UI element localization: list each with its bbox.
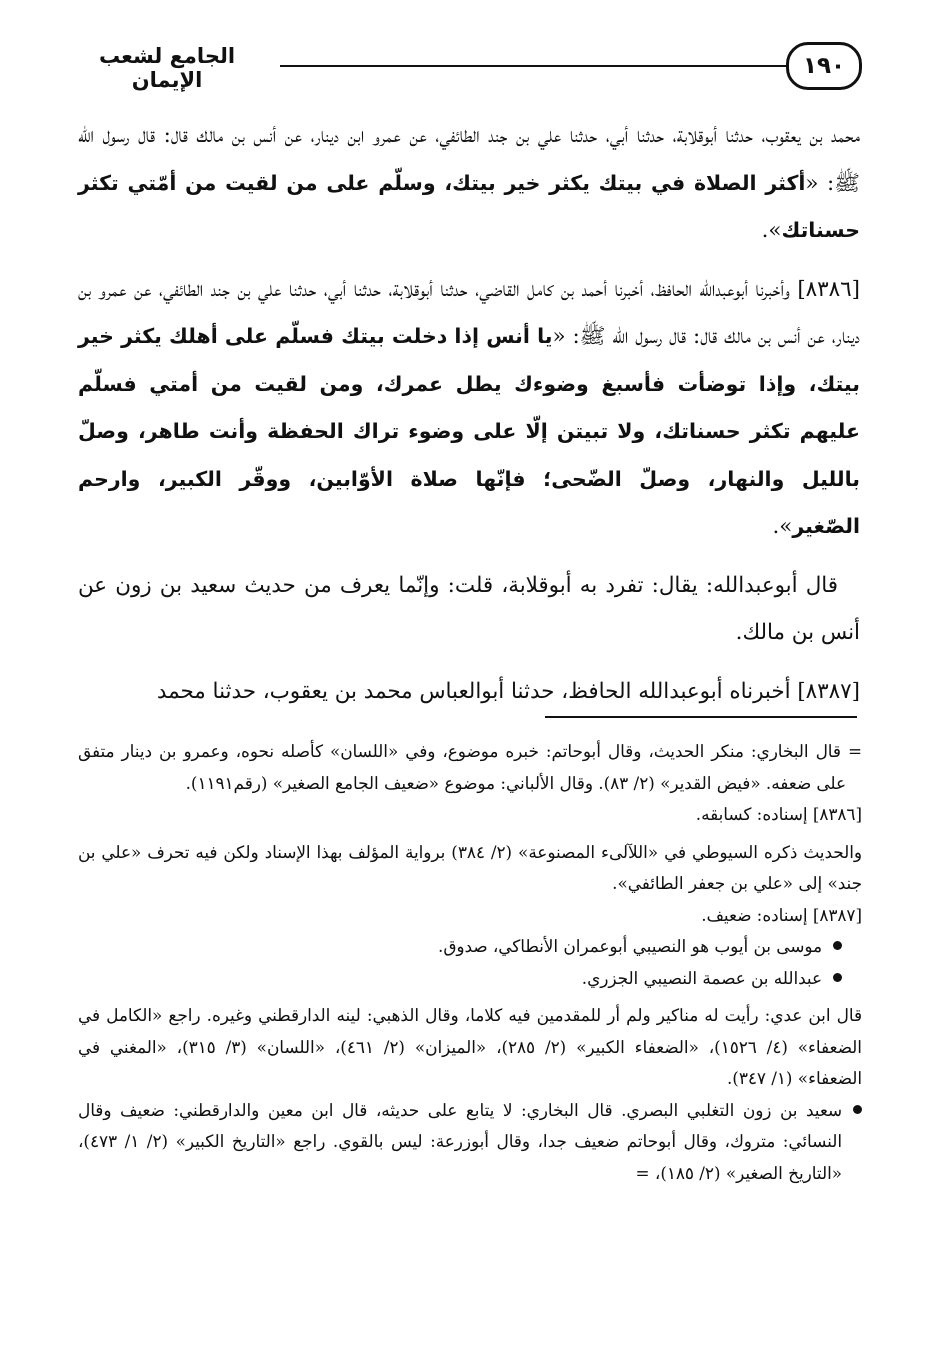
paragraph-1-text-a: محمد بن يعقوب، حدثنا أبوقلابة، حدثنا أبي، حدثنا علي بن جند الطائفي، عن عمرو ابن دينار، عن أنس بن مالك قال: قال رسول الله ﷺ: « [78,123,860,196]
footnote-bullet-2 [78,963,842,995]
footnote-3: والحديث ذكره السيوطي في «اللآلىء المصنوعة» (٢/ ٣٨٤) برواية المؤلف بهذا الإسناد ولكن فيه تحرف «علي بن جند» إلى «علي بن جعفر الطائفي». [78,841,862,893]
paragraph-2-text-a: [٨٣٨٦] وأخبرنا أبوعبدالله الحافظ، أخبرنا أحمد بن كامل القاضي، حدثنا أبوقلابة، حدثنا أبي، حدثنا علي بن جند الطائفي، عن عمرو بن دينار، عن أنس بن مالك قال: قال رسول الله ﷺ: « [78,276,860,349]
footnote-bullet-1-text: موسى بن أيوب هو النصيبي أبوعمران الأنطاكي، صدوق. [438,936,822,956]
footnote-bullet-2-text: عبدالله بن عصمة النصيبي الجزري. [581,967,822,988]
footnote-1: = قال البخاري: منكر الحديث، وقال أبوحاتم: خبره موضوع، وفي «اللسان» كأصله نحوه، وعمرو بن دينار متفق على ضعفه. «فيض القدير» (٢/ ٨٣). وقال الألباني: موضوع «ضعيف الجامع الصغير» (رقم١١٩١). [78,741,862,793]
footnote-5: قال ابن عدي: رأيت له مناكير ولم أر للمقدمين فيه كلاما، وقال الذهبي: لينه الدارقطني وغيره. راجع «الكامل في الضعفاء» (٤/ ١٥٢٦)، «الضعفاء الكبير» (٢/ ٢٨٥)، «الميزان» (٢/ ٤٦١)، «اللسان» (٣/ ٣١٥)، «المغني في الضعفاء» (١/ ٣٤٧). [78,1005,862,1088]
bullet-icon [833,973,842,982]
bullet-icon [833,941,842,950]
footnote-rule [545,716,857,718]
paragraph-2 [78,266,860,551]
footnote-bullet-1 [78,931,842,963]
paragraph-1-text-b: ». [761,218,782,243]
footnote-2: [٨٣٨٦] إسناده: كسابقه. [695,804,862,824]
paragraph-1 [78,112,860,255]
paragraph-3: قال أبوعبدالله: يقال: تفرد به أبوقلابة، قلت: وإنّما يعرف من حديث سعيد بن زون عن أنس بن مالك. [78,572,860,645]
paragraph-2-text-b: ». [772,514,793,539]
footnotes [78,736,862,1189]
running-title: الجامع لشعب الإيمان [98,44,236,92]
header-rule [280,65,786,67]
page-number: ١٩٠ [786,42,862,90]
footnote-bullet-3 [78,1095,862,1190]
paragraph-4: [٨٣٨٧] أخبرناه أبوعبدالله الحافظ، حدثنا أبوالعباس محمد بن يعقوب، حدثنا محمد [156,678,860,704]
main-text [78,112,860,715]
hadith-text-1: أكثر الصلاة في بيتك يكثر خير بيتك، وسلّم على من لقيت من أمّتي تكثر حسناتك [78,170,860,242]
footnote-bullet-3-text: سعيد بن زون التغلبي البصري. قال البخاري: لا يتابع على حديثه، قال ابن معين والدارقطني: ضعيف وقال النسائي: متروك، وقال أبوحاتم ضعيف جدا، وقال أبوزرعة: ليس بالقوي. راجع «التاريخ الكبير» (٢/ ١/ ٤٧٣)، «التاريخ الصغير» (٢/ ١٨٥)، = [78,1099,842,1183]
hadith-text-2: يا أنس إذا دخلت بيتك فسلّم على أهلك يكثر خير بيتك، وإذا توضأت فأسبغ وضوءك يطل عمرك، ومن لقيت من أمتي فسلّم عليهم تكثر حسناتك، ولا تبيتن إلّا على وضوء تراك الحفظة وأنت طاهر، وصلّ بالليل والنهار، وصلّ الضّحى؛ فإنّها صلاة الأوّابين، ووقّر الكبير، وارحم الصّغير [78,324,860,538]
bullet-icon [853,1105,862,1114]
footnote-4: [٨٣٨٧] إسناده: ضعيف. [701,904,862,925]
page-header [62,34,862,104]
